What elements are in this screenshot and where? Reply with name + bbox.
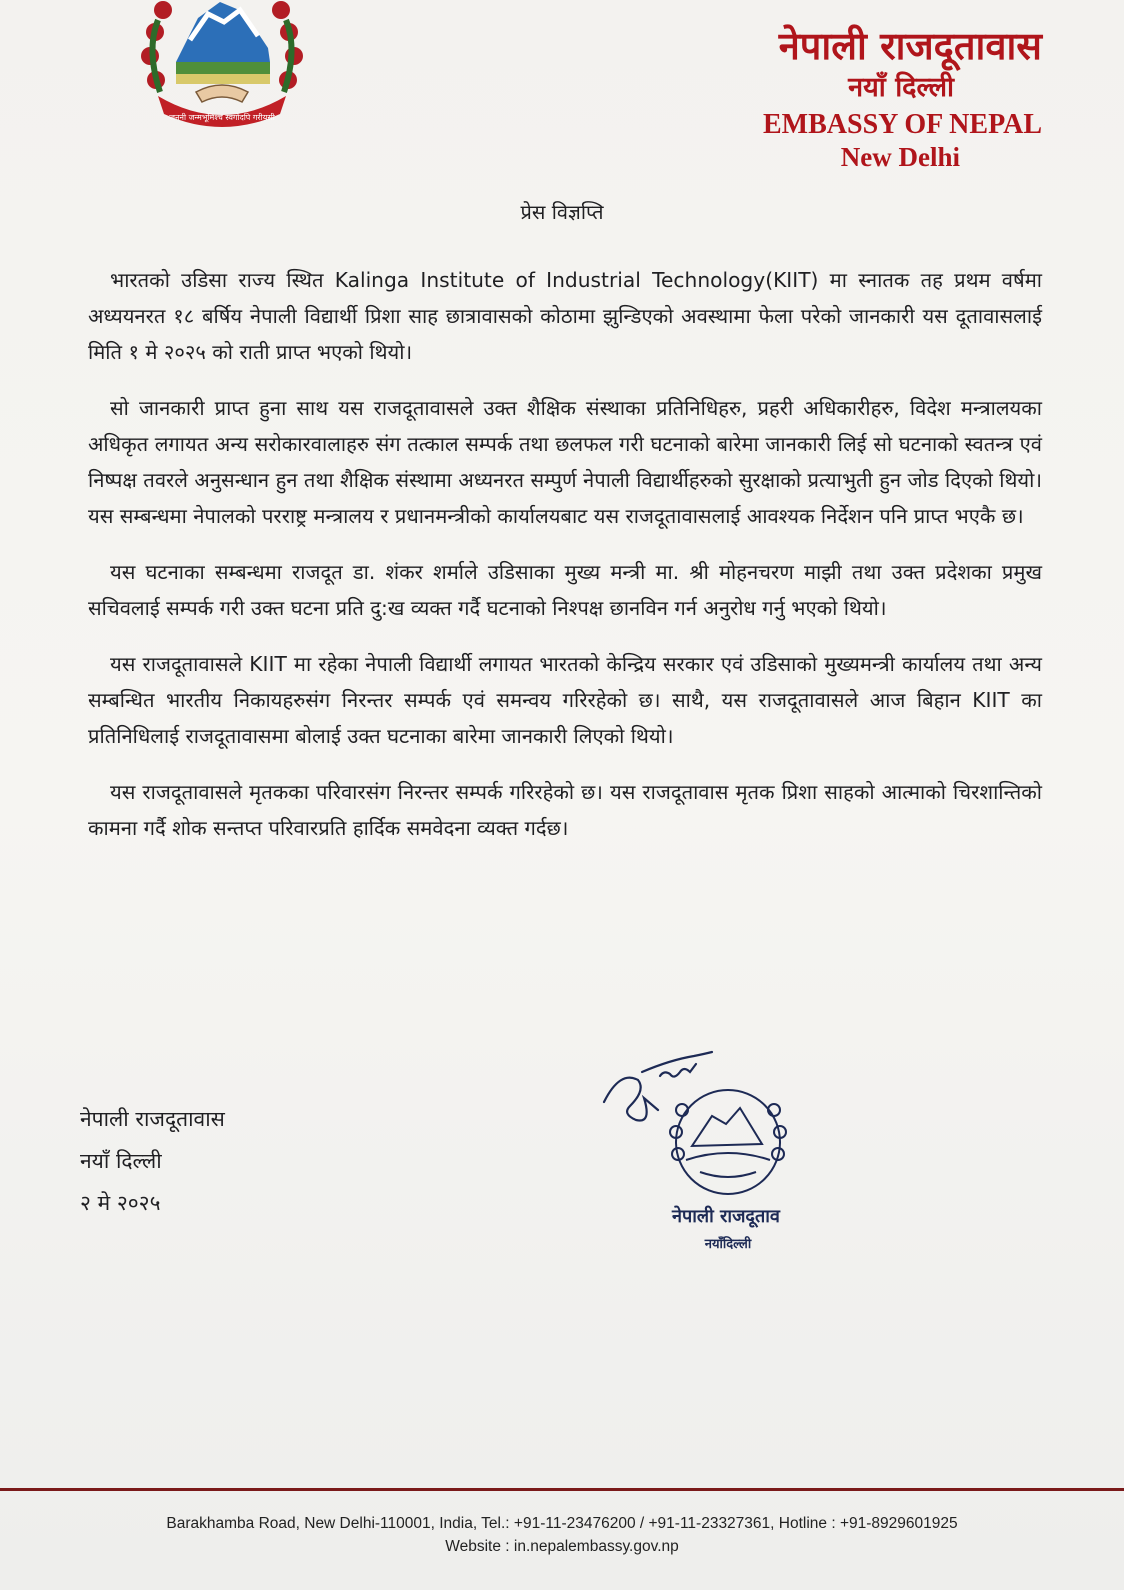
closing-date: २ मे २०२५ — [80, 1191, 161, 1215]
footer-address: Barakhamba Road, New Delhi-110001, India, Tel.: +91-11-23476200 / +91-11-23327361, Hotline : +91-8929601925 — [166, 1515, 958, 1532]
emblem-motto: जननी जन्मभूमिश्च स्वर्गादपि गरीयसी — [169, 113, 275, 122]
closing-city: नयाँ दिल्ली — [80, 1149, 162, 1173]
footer-divider — [0, 1488, 1124, 1491]
embassy-name-en: EMBASSY OF NEPAL — [763, 109, 1042, 140]
paragraph-3: यस घटनाका सम्बन्धमा राजदूत डा. शंकर शर्माले उडिसाका मुख्य मन्त्री मा. श्री मोहनचरण माझी तथा उक्त प्रदेशका प्रमुख सचिवलाई सम्पर्क गरी उक्त घटना प्रति दु:ख व्यक्त गर्दै घटनाको निश्पक्ष छानविन गर्न अनुरोध गर्नु भएको थियो। — [88, 560, 1042, 620]
closing-block — [80, 1098, 225, 1224]
embassy-stamp-icon — [600, 1050, 830, 1266]
city-name-en: New Delhi — [840, 142, 960, 172]
document-body — [88, 262, 1042, 866]
footer — [0, 1512, 1124, 1558]
paragraph-5: यस राजदूतावासले मृतकका परिवारसंग निरन्तर सम्पर्क गरिरहेको छ। यस राजदूतावास मृतक प्रिशा साहको आत्माको चिरशान्तिको कामना गर्दै शोक सन्तप्त परिवारप्रति हार्दिक समवेदना व्यक्त गर्दछ। — [88, 780, 1042, 840]
stamp-city: नयाँदिल्ली — [704, 1237, 752, 1252]
signature-icon — [604, 1052, 712, 1121]
city-name-np: नयाँ दिल्ली — [848, 72, 954, 103]
nepal-emblem-icon — [128, 0, 316, 132]
document-title: प्रेस विज्ञप्ति — [520, 200, 604, 224]
paragraph-1: भारतको उडिसा राज्य स्थित Kalinga Institute of Industrial Technology(KIIT) मा स्नातक तह प्रथम वर्षमा अध्ययनरत १८ बर्षिय नेपाली विद्यार्थी प्रिशा साह छात्रावासको कोठामा झुन्डिएको अवस्थामा फेला परेको जानकारी यस दूतावासलाई मिति १ मे २०२५ को राती प्राप्त भएको थियो। — [88, 268, 1042, 364]
closing-org: नेपाली राजदूतावास — [80, 1107, 225, 1131]
embassy-name-np: नेपाली राजदूतावास — [778, 24, 1042, 68]
stamp-org: नेपाली राजदूताव — [672, 1206, 780, 1227]
footer-website: Website : in.nepalembassy.gov.np — [445, 1538, 679, 1555]
letterhead — [763, 22, 1042, 172]
paragraph-4: यस राजदूतावासले KIIT मा रहेका नेपाली विद्यार्थी लगायत भारतको केन्द्रिय सरकार एवं उडिसाको मुख्यमन्त्री कार्यालय तथा अन्य सम्बन्धित भारतीय निकायहरुसंग निरन्तर सम्पर्क एवं समन्वय गरिरहेको छ। साथै, यस राजदूतावासले आज बिहान KIIT का प्रतिनिधिलाई राजदूतावासमा बोलाई उक्त घटनाका बारेमा जानकारी लिएको थियो। — [88, 652, 1042, 748]
paragraph-2: सो जानकारी प्राप्त हुना साथ यस राजदूतावासले उक्त शैक्षिक संस्थाका प्रतिनिधिहरु, प्रहरी अधिकारीहरु, विदेश मन्त्रालयका अधिकृत लगायत अन्य सरोकारवालाहरु संग तत्काल सम्पर्क तथा छलफल गरी घटनाको बारेमा जानकारी लिई सो घटनाको स्वतन्त्र एवं निष्पक्ष तवरले अनुसन्धान हुन तथा शैक्षिक संस्थामा अध्यनरत सम्पुर्ण नेपाली विद्यार्थीहरुको सुरक्षाको प्रत्याभुती हुन जोड दिएको थियो। यस सम्बन्धमा नेपालको परराष्ट्र मन्त्रालय र प्रधानमन्त्रीको कार्यालयबाट यस राजदूतावासलाई आवश्यक निर्देशन पनि प्राप्त भएकै छ। — [88, 396, 1042, 528]
